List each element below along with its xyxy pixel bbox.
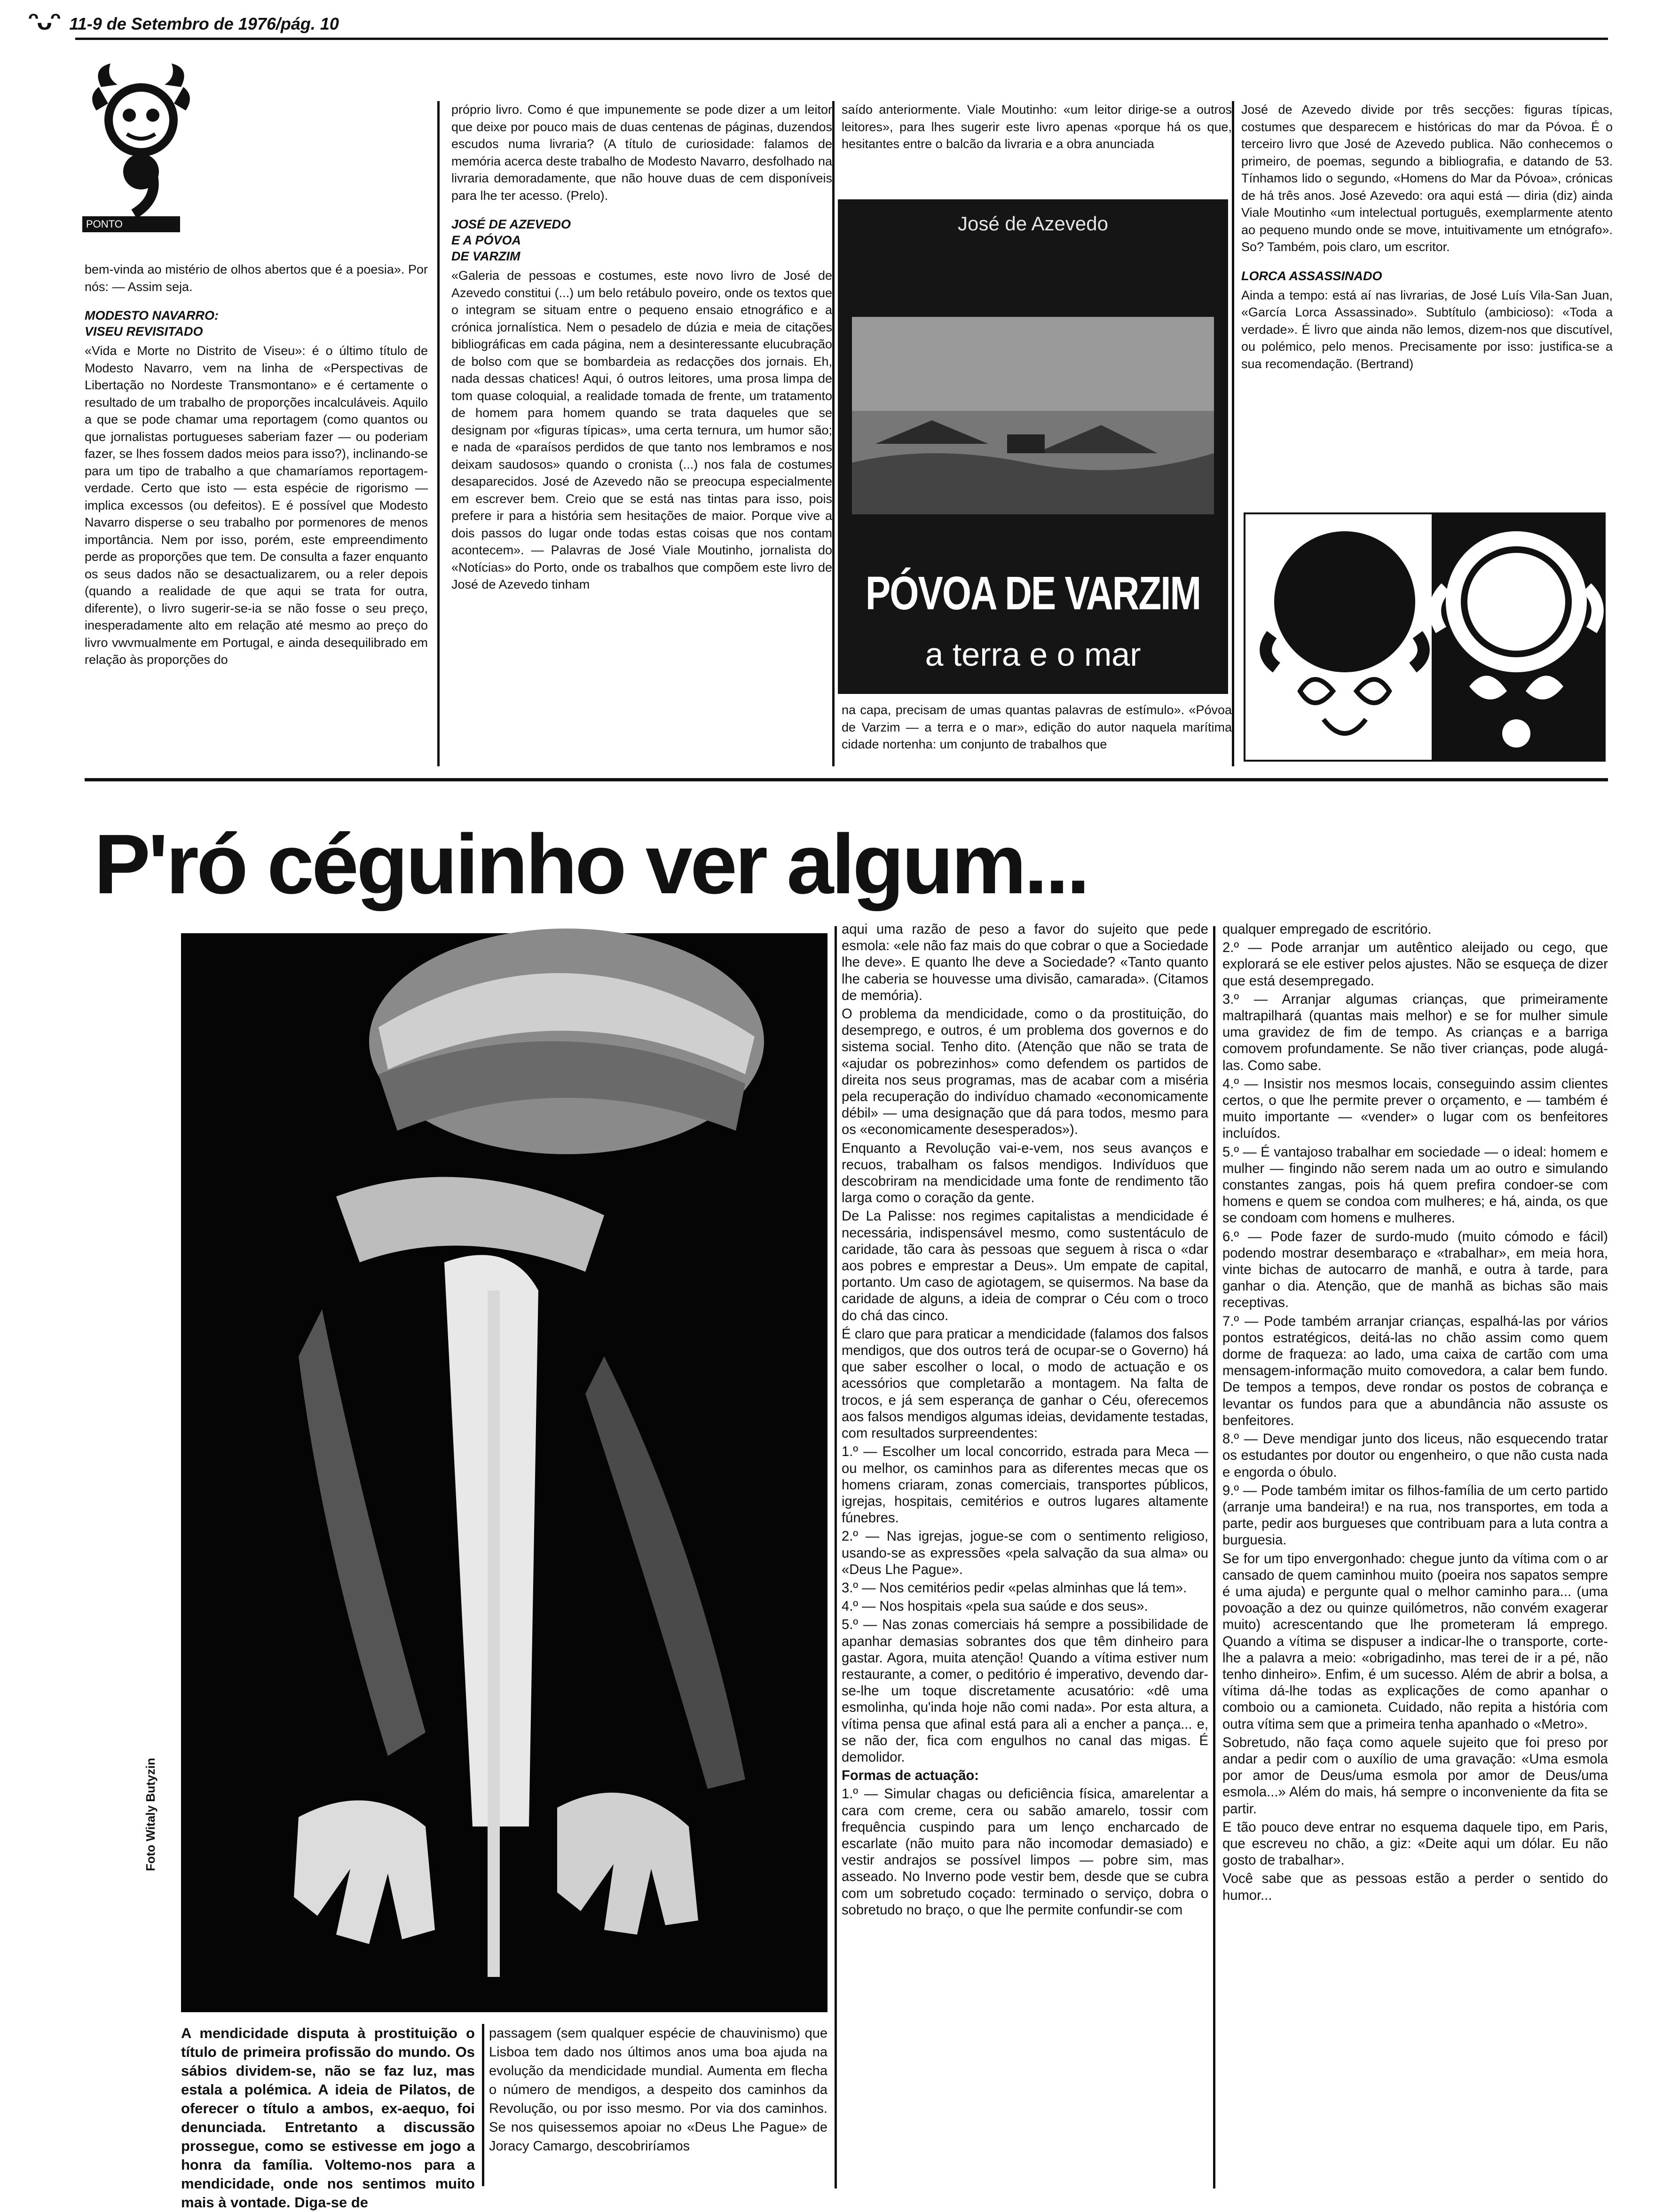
article-paragraph: E tão pouco deve entrar no esquema daquele tipo, em Paris, que escreveu no chão, a giz: «Deite aqui um dólar. Eu não gosto de trabalhar».: [1222, 1819, 1608, 1868]
col1-para2: «Vida e Morte no Distrito de Viseu»: é o último título de Modesto Navarro, vem na linha de «Perspectivas de Libertação no Nordeste Transmontano» e é certamente o resultado de um trabalho de proporções incalculáveis. Aquilo a que se pode chamar uma reportagem (como quantos ou que jornalistas portugueses saberiam fazer — ou poderiam fazer, se lhes fossem dados meios para isso?), inclinando-se para um tipo de trabalho a que chamaríamos reportagem-verdade. Certo que isto — esta espécie de rigorismo — implica excessos (ou defeitos). E é possível que Modesto Navarro disperse o seu trabalho por pormenores de menos importância. Nem por isso, porém, este empreendimento perde as proporções que tem. De consulta a fazer enquanto os seus dados não se desactualizarem, ou a reler depois (quando a realidade de que aqui se trata for outra, diferente), o livro sugerir-se-ia se não fosse o seu preço, inesperadamente alto em relação até mesmo ao preço do livro vwvmualmente em Portugal, e ainda desequilibrado em relação às proporções do: [85, 344, 428, 667]
col2-para2: «Galeria de pessoas e costumes, este novo livro de José de Azevedo constitui (...) um belo retábulo poveiro, onde os textos que o integram se situam entre o pequeno ensaio etnográfico e a crónica jornalística. Nem o pesadelo de dúzia e meia de citações bibliográficas em cada página, nem a desinteressante elucubração de bolso com que se bombardeia as redacções dos jornais. Eh, nada dessas chatices! Aqui, ó outros leitores, uma prosa limpa de tom quase coloquial, a realidade tomada de frente, um tratamento de homem para homem quando se trata daqueles que se designam por «figuras típicas», uma certa ternura, um humor são; e nada de «paraísos perdidos de que tanto nos lembramos e nos deixam saudosos» quando o cronista (...) nos fala de costumes desaparecidos. José de Azevedo não se preocupa especialmente em escrever bem. Creio que se está nas tintas para isso, pois prefere ir para a história sem hesitações de maior. Porque vive a dois passos do lugar onde todas estas coisas que nos contam acontecem». — Palavras de José Viale Moutinho, jornalista do «Notícias» do Porto, onde os trabalhos que compõem este livro de José de Azevedo tinham: [451, 268, 832, 591]
top-column-4: [1241, 101, 1613, 510]
article-paragraph: 2.º — Nas igrejas, jogue-se com o sentimento religioso, usando-se as expressões «pela salvação da sua alma» ou «Deus Lhe Pague».: [842, 1529, 1208, 1577]
mask-emblem-icon: [82, 59, 200, 228]
blind-beggar-photo: [181, 933, 828, 2012]
book-title: PÓVOA DE VARZIM: [865, 567, 1201, 619]
section-heading-line: LORCA ASSASSINADO: [1241, 268, 1382, 283]
book-cover-image: [838, 199, 1228, 694]
top-column-3-lower: [842, 701, 1232, 766]
article-paragraph: 1.º — Escolher um local concorrido, estrada para Meca — ou melhor, os caminhos para as diferentes mecas que os homens criaram, zonas comerciais, transportes públicos, igrejas, hospitais, cemitérios e outros lugares altamente fúnebres.: [842, 1444, 1208, 1526]
col1-para1: bem-vinda ao mistério de olhos abertos que é a poesia». Por nós: — Assim seja.: [85, 262, 428, 294]
article-paragraph: 4.º — Insistir nos mesmos locais, conseguindo assim clientes certos, o que lhe permite prever o orçamento, e — também é muito importante — «vender» o lugar com os benfeitores incluídos.: [1222, 1076, 1608, 1141]
col2-para1: próprio livro. Como é que impunemente se pode dizer a um leitor que deixe por pouco mais de duas centenas de páginas, duzendos escudos numa livraria? (A título de curiosidade: falamos de memória acerca deste trabalho de Modesto Navarro, desfolhado na livraria demoradamente, que não houve duas de cem disponíveis para lhe ter acesso. (Prelo).: [451, 102, 832, 203]
col4-para2: Ainda a tempo: está aí nas livrarias, de José Luís Vila-San Juan, «García Lorca Assassinado». Subtítulo (ambicioso): «Toda a verdade». É livro que ainda não lemos, dizem-nos que discutível, ou polémico, pelo menos. Precisamente por isso: justifica-se a sua recomendação. (Bertrand): [1241, 288, 1613, 371]
article-paragraph: 6.º — Pode fazer de surdo-mudo (muito cómodo e fácil) podendo mostrar desembaraço e «trabalhar», em meia hora, vinte bichas de autocarro de manhã, e outra à tarde, para ganhar o dia. Atenção, que de manhã as bichas são mais receptivas.: [1222, 1229, 1608, 1311]
column-rule: [1232, 101, 1234, 766]
section-heading-line: MODESTO NAVARRO:: [85, 308, 219, 323]
col4-section-heading: [1241, 268, 1613, 284]
article-paragraph: 2.º — Pode arranjar um autêntico aleijado ou cego, que explorará se ele estiver pelos ajustes. Não se esqueça de dizer que está desempregado.: [1222, 940, 1608, 989]
section-emblem: [82, 59, 200, 228]
masks-illustration: [1244, 512, 1606, 762]
article-paragraph: Você sabe que as pessoas estão a perder o sentido do humor...: [1222, 1871, 1608, 1903]
article-paragraph: Enquanto a Revolução vai-e-vem, nos seus avanços e recuos, trabalham os falsos mendigos. Indivíduos que descobriram na mendicidade uma fonte de rendimento tão larga como o coração da gente.: [842, 1141, 1208, 1206]
article-headline: P'ró céguinho ver algum...: [94, 817, 1088, 912]
date-page-line: 11-9 de Setembro de 1976/pág. 10: [69, 14, 339, 33]
article-paragraph: Se for um tipo envergonhado: chegue junto da vítima com o ar cansado de quem caminhou muito (poeira nos sapatos sempre é uma ajuda) e pergunte qual o melhor caminho para... (uma povoação a dez ou quinze quilómetros, não convém exagerar muito) acrescentando que lhe prometeram lá emprego. Quando a vítima se dispuser a indicar-lhe o transporte, corte-lhe a palavra a meio: «obrigadinho, mas terei de ir a pé, não tenho dinheiro». Enfim, é um sucesso. Além de abrir a bolsa, a vítima dá-lhe todas as explicações de como apanhar o comboio ou a camioneta. Cuidado, não repita a história com outra vítima sem que a primeira tenha apanhado o «Metro».: [1222, 1551, 1608, 1732]
caption-text: A mendicidade disputa à prostituição o título de primeira profissão do mundo. Os sábios dividem-se, não se faz luz, mas estala a polémica. A ideia de Pilatos, de oferecer o título a ambos, ex-aequo, foi denunciada. Entretanto a discussão prossegue, como se estivesse em jogo a honra da família. Voltemo-nos para a mendicidade, onde nos sentimos muito mais à vontade. Diga-se de: [181, 2025, 475, 2211]
article-paragraph: O problema da mendicidade, como o da prostituição, do desemprego, e outros, é um problema dos governos e do sistema social. Tenho dito. (Atenção que não se trata de «ajudar os pobrezinhos» como defendem os partidos de direita nos seus programas, mas de acabar com a miséria pela recuperação do indivíduo chamado «economicamente débil» — uma designação que dá para todos, mesmo para os «economicamente desesperados»).: [842, 1007, 1208, 1138]
article-paragraph: qualquer empregado de escritório.: [1222, 922, 1432, 937]
col3-para2: na capa, precisam de umas quantas palavras de estímulo». «Póvoa de Varzim — a terra e o mar», edição do autor naquela marítima cidade nortenha: um conjunto de trabalhos que: [842, 703, 1232, 751]
article-paragraph: 3.º — Arranjar algumas crianças, que primeiramente maltrapilhará (quantas mais melhor) e se for mulher simule uma gravidez de fim de tempo. As crianças e a barriga comovem profundamente. Se não tiver crianças, pode alugá-las. Como sabe.: [1222, 992, 1608, 1073]
article-photo: [181, 933, 828, 2012]
top-column-3-upper: [842, 101, 1232, 190]
section-heading-line: E A PÓVOA: [451, 233, 521, 247]
article-paragraph: 3.º — Nos cemitérios pedir «pelas alminhas que lá tem».: [842, 1580, 1187, 1596]
article-subheading: Formas de actuação:: [842, 1768, 979, 1784]
book-author: José de Azevedo: [958, 213, 1108, 235]
column-rule: [835, 926, 837, 2188]
header-rule: [75, 38, 1608, 40]
section-heading-line: DE VARZIM: [451, 249, 520, 263]
article-paragraph: De La Palisse: nos regimes capitalistas a mendicidade é necessária, indispensável mesmo, como sustentáculo de caridade, tão cara às pessoas que seguem à risca o «dar aos pobres e emprestar a Deus». Um empate de capital, portanto. Um caso de agiotagem, se quisermos. Na base da caridade de alguns, a ideia de comprar o Céu com o troco do chá das cinco.: [842, 1209, 1208, 1323]
article-paragraph: É claro que para praticar a mendicidade (falamos dos falsos mendigos, que dos outros terá de ocupar-se o Governo) há que saber escolher o local, o modo de actuação e os acessórios que completarão a montagem. Na falta de trocos, e já sem esperança de ganhar o Céu, oferecemos aos falsos mendigos algumas ideias, devidamente testadas, com resultados surpreendentes:: [842, 1326, 1208, 1441]
emblem-label: PONTO: [82, 216, 180, 232]
article-paragraph: Sobretudo, não faça como aquele sujeito que foi preso por andar a pedir com o auxílio de uma gravação: «Uma esmola por amor de Deus/uma esmola por amor de Deus/uma esmola...» Além do mais, há sempre o inconveniente da fita se partir.: [1222, 1735, 1608, 1817]
article-paragraph: aqui uma razão de peso a favor do sujeito que pede esmola: «ele não faz mais do que cobrar o que a Sociedade lhe deve». E quanto lhe deve a Sociedade? «Tanto quanto lhe caberia se houvesse uma divisão, camarada». (Citamos de memória).: [842, 922, 1208, 1003]
top-column-1: [85, 261, 428, 766]
column-rule: [482, 2024, 484, 2186]
col4-para1: José de Azevedo divide por três secções: figuras típicas, costumes que desparecem e históricas do mar da Póvoa. É o terceiro livro que José de Azevedo publica. Não conhecemos o primeiro, de poemas, segundo a bibliografia, e datando de 53. Tínhamos lido o segundo, «Homens do Mar da Póvoa», crónicas de há três anos. José Azevedo: ora aqui está — diria (diz) ainda Viale Moutinho «um intelectual português, exemplarmente atento ao pequeno mundo onde se move, intuitivamente um etnógrafo». So? Também, pois claro, um escritor.: [1241, 102, 1613, 254]
column-rule: [832, 101, 835, 766]
col3-para1: saído anteriormente. Viale Moutinho: «um leitor dirige-se a outros leitores», para lhes sugerir este livro apenas «porque há os que, hesitantes entre o balcão da livraria e a obra anunciada: [842, 102, 1232, 151]
column-rule: [437, 101, 440, 766]
section-heading-line: VISEU REVISITADO: [85, 324, 203, 338]
column-rule: [1213, 926, 1215, 2188]
article-paragraph: 4.º — Nos hospitais «pela sua saúde e dos seus».: [842, 1599, 1148, 1614]
photo-caption-part1: [181, 2024, 475, 2211]
article-column-a: [842, 921, 1208, 2191]
article-paragraph: 1.º — Simular chagas ou deficiência física, amarelentar a cara com creme, cera ou sabão amarelo, tossir com frequência cuspindo para um lenço encharcado de escarlate (não muito para não incomodar demasiado) e vestir andrajos se possível limpos — pobre sim, mas asseado. No Inverno pode vestir bem, desde que se cubra com um sobretudo coçado: terminado o serviço, dobra o sobretudo no braço, o que lhe permite confundir-se com: [842, 1787, 1208, 1918]
theatre-masks-icon: [1244, 512, 1606, 762]
article-paragraph: 9.º — Pode também imitar os filhos-família de um certo partido (arranje uma bandeira!) e na rua, nos transportes, em toda a parte, pedir aos burgueses que contribuam para a luta contra a burguesia.: [1222, 1483, 1608, 1548]
col1-section-heading: [85, 307, 428, 339]
article-top-rule: [85, 778, 1608, 781]
section-heading-line: JOSÉ DE AZEVEDO: [451, 217, 571, 231]
book-subtitle: a terra e o mar: [925, 636, 1141, 673]
page-header: [28, 7, 339, 39]
photo-caption-part2: [489, 2024, 828, 2188]
article-paragraph: 5.º — É vantajoso trabalhar em sociedade — o ideal: homem e mulher — fingindo não serem nada um ao outro e simulando constantes zangas, pois há quem prefira condoer-se com homens e quem se condoa com mulheres; e há, ainda, os que se condoam com homens e mulheres.: [1222, 1144, 1608, 1226]
newspaper-logo: ᵔᴗᵔ: [28, 7, 59, 35]
article-paragraph: 7.º — Pode também arranjar crianças, espalhá-las por vários pontos estratégicos, deitá-las no chão assim como quem dorme de fraqueza: ao lado, uma caixa de cartão com uma mensagem-informação muito comovedora, a calar bem fundo. De tempos a tempos, deve rondar os postos de cobrança e levantar os fundos para que a abundância não assuste os benfeitores.: [1222, 1314, 1608, 1428]
article-column-b: [1222, 921, 1608, 2191]
photo-credit: Foto Witaly Butyzin: [143, 1758, 158, 1871]
col2-section-heading: [451, 216, 832, 264]
article-paragraph: 8.º — Deve mendigar junto dos liceus, não esquecendo tratar os estudantes por doutor ou engenheiro, o que não custa nada e engorda o óbulo.: [1222, 1432, 1608, 1480]
caption-text: passagem (sem qualquer espécie de chauvinismo) que Lisboa tem dado nos últimos anos uma boa ajuda na evolução da mendicidade mundial. Aumenta em flecha o número de mendigos, a despeito dos caminhos da Revolução, ou por isso mesmo. Por via dos caminhos. Se nos quisessemos apoiar no «Deus Lhe Pague» de Joracy Camargo, descobriríamos: [489, 2026, 828, 2154]
article-paragraph: 5.º — Nas zonas comerciais há sempre a possibilidade de apanhar demasias sobrantes dos que têm dinheiro para gastar. Agora, muita atenção! Quando a vítima estiver num restaurante, a comer, o peditório é imperativo, devendo dar-se-lhe um toque discretamente acusatório: «dê uma esmolinha, qu'inda hoje não comi nada». Por esta altura, a vítima pensa que afinal está para ali a encher a pança... e, se não der, fica com engulhos no canal das migas. É demolidor.: [842, 1617, 1208, 1765]
top-column-2: [451, 101, 832, 766]
